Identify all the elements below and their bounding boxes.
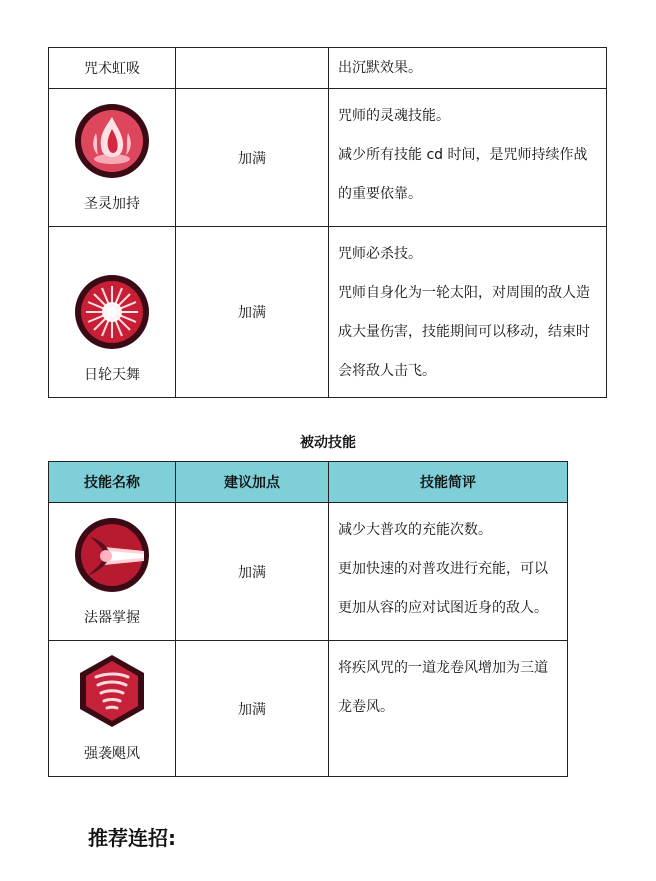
description-line: 咒师自身化为一轮太阳，对周围的敌人造 <box>338 285 590 301</box>
holy-flame-icon <box>74 103 150 179</box>
table-row <box>49 227 607 398</box>
recommend-cell: 加满 <box>176 227 329 398</box>
description-cell <box>329 641 568 777</box>
table-row <box>49 503 568 641</box>
section-title: 被动技能 <box>300 435 356 451</box>
description-line: 出沉默效果。 <box>338 59 422 76</box>
skill-name-cell <box>49 89 176 227</box>
recommend-cell: 加满 <box>176 89 329 227</box>
description-line: 的重要依靠。 <box>338 186 422 202</box>
recommend-cell: 加满 <box>176 503 329 641</box>
skill-name-cell <box>49 503 176 641</box>
table-row <box>49 89 607 227</box>
description-cell <box>329 503 568 641</box>
recommend-cell <box>176 48 329 89</box>
skill-name: 强袭飓风 <box>84 746 140 762</box>
skill-name-cell <box>49 48 176 89</box>
sun-burst-icon <box>74 274 150 350</box>
column-header: 技能简评 <box>329 462 568 503</box>
description-line: 减少所有技能 cd 时间，是咒师持续作战 <box>338 147 588 163</box>
description-line: 更加快速的对普攻进行充能，可以 <box>338 561 548 577</box>
column-header: 技能名称 <box>49 462 176 503</box>
skill-name: 咒术虹吸 <box>84 61 140 77</box>
skill-name: 法器掌握 <box>84 610 140 626</box>
description-line: 减少大普攻的充能次数。 <box>338 522 492 538</box>
skill-name: 圣灵加持 <box>84 196 140 212</box>
description-line: 咒师的灵魂技能。 <box>338 108 450 124</box>
recommend-cell: 加满 <box>176 641 329 777</box>
description-cell <box>329 89 607 227</box>
description-line: 将疾风咒的一道龙卷风增加为三道 <box>338 660 548 676</box>
table-row <box>49 48 607 89</box>
description-line: 更加从容的应对试图近身的敌人。 <box>338 600 548 616</box>
table-header-row <box>49 462 568 503</box>
table-row <box>49 641 568 777</box>
description-line: 会将敌人击飞。 <box>338 363 436 379</box>
description-line: 成大量伤害，技能期间可以移动，结束时 <box>338 324 590 340</box>
active-skills-table <box>48 47 607 398</box>
tornado-icon <box>74 653 150 729</box>
beam-claw-icon <box>74 517 150 593</box>
skill-name-cell <box>49 641 176 777</box>
skill-name: 日轮天舞 <box>84 367 140 383</box>
skill-name-cell <box>49 227 176 398</box>
recommend-combo-heading: 推荐连招: <box>88 826 176 850</box>
description-line: 龙卷风。 <box>338 699 394 715</box>
description-cell <box>329 227 607 398</box>
description-cell <box>329 48 607 89</box>
passive-skills-table <box>48 461 568 777</box>
column-header: 建议加点 <box>176 462 329 503</box>
description-line: 咒师必杀技。 <box>338 246 422 262</box>
